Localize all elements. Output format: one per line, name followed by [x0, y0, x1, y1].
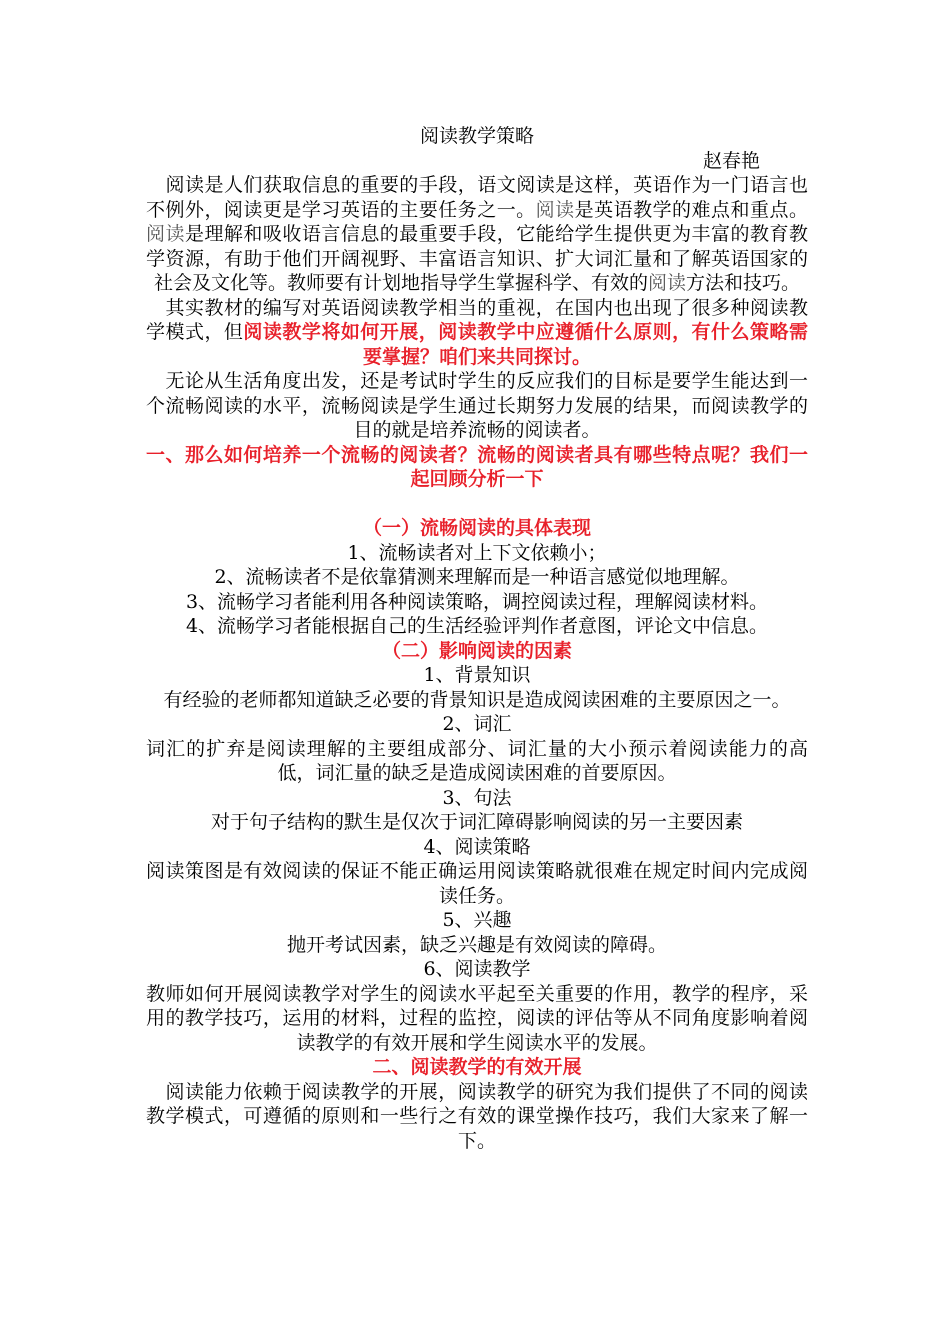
fluent-reading-item-3: 3、流畅学习者能利用各种阅读策略，调控阅读过程，理解阅读材料。 [185, 590, 769, 613]
author-name: 赵春艳 [702, 149, 760, 172]
intro-text-g: 方法和技巧。 [686, 272, 801, 294]
intro-term-reading-2: 阅读 [146, 223, 185, 245]
paragraph-3-text: 无论从生活角度出发，还是考试时学生的反应我们的目标是要学生能达到一个流畅阅读的水平，流畅阅读是学生通过长期努力发展的结果，而阅读教学的目的就是培养流畅的阅读者。 [146, 370, 808, 441]
factor-text-6: 教师如何开展阅读教学对学生的阅读水平起至关重要的作用，教学的程序，采用的教学技巧，运用的材料，过程的监控，阅读的评估等从不同角度影响着阅读教学的有效开展和学生阅读水平的发展。 [146, 982, 808, 1054]
factor-label-1: 1、背景知识 [423, 664, 531, 686]
intro-text-c: 是英语教学的难点和重点。 [574, 198, 808, 221]
intro-text-e: 是理解和吸收语言信息的最重要手段，它能给学生提供更为丰富的教育教学资源，有助于他们开阔视野、丰富语言知识、扩大词汇量和了解英语国家的社会及文化等。教师要有计划地指导学生掌握科学、有效的 [146, 223, 808, 294]
factor-label-2: 2、词汇 [442, 713, 512, 735]
factor-label-4: 4、阅读策略 [423, 835, 531, 858]
factor-text-2: 词汇的扩弃是阅读理解的主要组成部分、词汇量的大小预示着阅读能力的高低，词汇量的缺乏是造成阅读困难的首要原因。 [146, 737, 808, 784]
fluent-reading-item-2: 2、流畅读者不是依靠猜测来理解而是一种语言感觉似地理解。 [214, 566, 740, 588]
paragraph-2 [146, 296, 808, 370]
final-paragraph [146, 1080, 808, 1154]
factor-text-3: 对于句子结构的默生是仅次于词汇障碍影响阅读的另一主要因素 [210, 811, 743, 833]
paragraph-2-text: 其实教材的编写对英语阅读教学相当的重视，在国内也出现了很多种阅读教学模式，但 [146, 296, 808, 343]
factor-text-4: 阅读策图是有效阅读的保证不能正确运用阅读策略就很难在规定时间内完成阅读任务。 [146, 860, 808, 907]
subsection-heading-1: （一）流畅阅读的具体表现 [362, 517, 591, 539]
factor-text-1: 有经验的老师都知道缺乏必要的背景知识是造成阅读困难的主要原因之一。 [163, 688, 791, 711]
blank-line [146, 492, 808, 517]
document-page [146, 124, 808, 1153]
factor-text-5: 抛开考试因素，缺乏兴趣是有效阅读的障碍。 [286, 933, 667, 956]
paragraph-2-highlight: 阅读教学将如何开展，阅读教学中应遵循什么原则，有什么策略需要掌握？咱们来共同探讨。 [243, 321, 808, 368]
intro-term-reading-1: 阅读 [535, 198, 575, 221]
subsection-heading-2: （二）影响阅读的因素 [381, 639, 572, 662]
factor-label-5: 5、兴趣 [442, 909, 512, 931]
intro-paragraph [146, 173, 808, 296]
section-heading-2: 二、阅读教学的有效开展 [372, 1056, 582, 1078]
paragraph-3 [146, 369, 808, 443]
factor-label-3: 3、句法 [442, 786, 512, 809]
fluent-reading-item-4: 4、流畅学习者能根据自己的生活经验评判作者意图，评论文中信息。 [185, 615, 769, 637]
final-paragraph-text: 阅读能力依赖于阅读教学的开展，阅读教学的研究为我们提供了不同的阅读教学模式，可遵循的原则和一些行之有效的课堂操作技巧，我们大家来了解一下。 [146, 1080, 808, 1152]
intro-term-reading-3: 阅读 [647, 272, 686, 294]
fluent-reading-item-1: 1、流畅读者对上下文依赖小； [347, 541, 607, 564]
factor-label-6: 6、阅读教学 [423, 958, 531, 980]
intro-text-a: 阅读是人们获取信息的重要的手段，语文阅读是这样，英语作为一门语言也不例外，阅读更是学习英语的主要任务之一。 [146, 174, 808, 221]
document-title: 阅读教学策略 [419, 125, 534, 147]
section-heading-1: 一、那么如何培养一个流畅的阅读者？流畅的阅读者具有哪些特点呢？我们一起回顾分析一下 [146, 443, 808, 490]
